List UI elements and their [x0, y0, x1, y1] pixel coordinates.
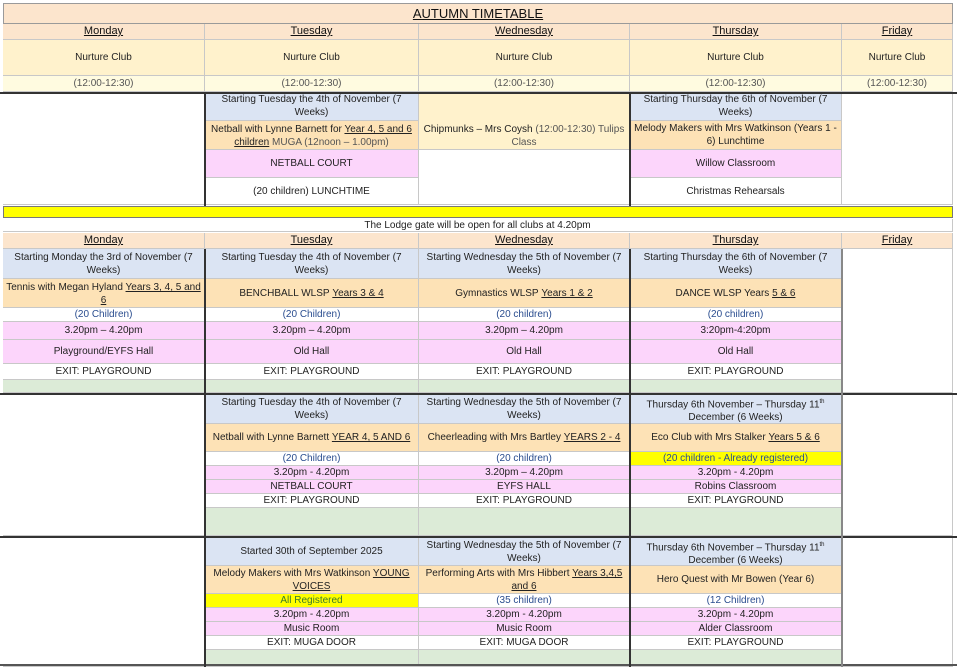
nurture-time-cell: (12:00-12:30): [3, 76, 205, 92]
start-date-text: Thursday 6th November – Thursday 11: [646, 542, 820, 554]
year-groups: Years 3, 4, 5 and 6: [100, 282, 201, 306]
activity-cell: Hero Quest with Mr Bowen (Year 6): [630, 566, 842, 594]
empty-cell: [3, 395, 205, 536]
children-count: (20 Children): [205, 452, 419, 466]
location-cell: Music Room: [419, 622, 630, 636]
activity-text: Eco Club with Mrs Stalker: [651, 432, 766, 443]
time-cell: 3.20pm – 4.20pm: [419, 322, 630, 340]
activity-detail: (12:00-12:30) Tulips Class: [511, 124, 625, 148]
children-count: (20 Children): [205, 308, 419, 322]
day-header-wednesday: Wednesday: [419, 24, 630, 40]
activity-text: Chipmunks – Mrs Coysh: [423, 124, 536, 135]
spacer-cell: [419, 380, 630, 393]
children-count: (12 Children): [630, 594, 842, 608]
start-date-cell: [630, 395, 842, 424]
start-date-cell: Starting Tuesday the 4th of November (7 Weeks): [205, 92, 419, 121]
section-divider: [0, 664, 957, 666]
column-divider: [629, 92, 631, 206]
exit-cell: EXIT: PLAYGROUND: [419, 364, 630, 380]
start-date-text: December (6 Weeks): [688, 555, 783, 566]
exit-cell: EXIT: PLAYGROUND: [630, 636, 842, 650]
time-cell: 3.20pm – 4.20pm: [205, 322, 419, 340]
section-divider: [0, 536, 957, 538]
separator-band: [3, 206, 953, 218]
year-groups: 5 & 6: [772, 287, 796, 299]
year-groups: Years 3 & 4: [332, 287, 384, 299]
start-date-text: December (6 Weeks): [688, 412, 783, 424]
day-header-thursday: Thursday: [630, 233, 842, 249]
day-header-friday: Friday: [842, 24, 953, 40]
activity-text: BENCHBALL WLSP: [239, 287, 330, 299]
start-date-cell: Starting Wednesday the 5th of November (7 Weeks): [419, 538, 630, 566]
activity-cell: [630, 424, 842, 452]
spacer-cell: [205, 380, 419, 393]
spacer-cell: [630, 380, 842, 393]
location-cell: NETBALL COURT: [205, 480, 419, 494]
children-count: (35 children): [419, 594, 630, 608]
location-cell: NETBALL COURT: [205, 150, 419, 178]
activity-text: DANCE WLSP Years: [675, 287, 770, 299]
activity-cell: [630, 279, 842, 308]
day-header-tuesday: Tuesday: [205, 233, 419, 249]
exit-cell: EXIT: PLAYGROUND: [630, 494, 842, 508]
day-header-monday: Monday: [3, 233, 205, 249]
activity-text: Gymnastics WLSP: [455, 287, 539, 299]
nurture-club-cell: Nurture Club: [419, 40, 630, 76]
activity-text: Cheerleading with Mrs Bartley: [427, 432, 561, 443]
nurture-club-cell: Nurture Club: [205, 40, 419, 76]
exit-cell: EXIT: MUGA DOOR: [205, 636, 419, 650]
start-date-cell: Starting Thursday the 6th of November (7 Weeks): [630, 92, 842, 121]
location-cell: Willow Classroom: [630, 150, 842, 178]
activity-cell: [205, 279, 419, 308]
exit-cell: EXIT: PLAYGROUND: [630, 364, 842, 380]
year-groups: Years 3,4,5 and 6: [511, 568, 623, 592]
time-cell: 3.20pm - 4.20pm: [205, 608, 419, 622]
column-divider: [204, 249, 206, 667]
time-cell: 3.20pm – 4.20pm: [419, 466, 630, 480]
spacer-cell: [419, 508, 630, 536]
activity-cell: [419, 566, 630, 594]
year-groups: YOUNG VOICES: [292, 568, 410, 592]
activity-cell: [205, 566, 419, 594]
activity-text: Tennis with Megan Hyland: [6, 282, 126, 293]
nurture-time-cell: (12:00-12:30): [630, 76, 842, 92]
spacer-cell: [205, 508, 419, 536]
empty-cell: [842, 538, 953, 667]
activity-cell: Melody Makers with Mrs Watkinson (Years 1 - 6) Lunchtime: [630, 121, 842, 150]
exit-cell: EXIT: MUGA DOOR: [419, 636, 630, 650]
exit-cell: EXIT: PLAYGROUND: [205, 364, 419, 380]
year-groups: Years 5 & 6: [768, 432, 820, 443]
activity-text: Melody Makers with Mrs Watkinson: [213, 568, 373, 579]
activity-text: Netball with Lynne Barnett for: [211, 124, 345, 135]
start-date-cell: Starting Tuesday the 4th of November (7 Weeks): [205, 395, 419, 424]
children-count: (20 children): [630, 308, 842, 322]
activity-cell: [419, 279, 630, 308]
activity-cell: [3, 279, 205, 308]
section-divider: [0, 393, 957, 395]
time-cell: 3.20pm - 4.20pm: [419, 608, 630, 622]
start-date-cell: Starting Thursday the 6th of November (7 Weeks): [630, 249, 842, 279]
start-date-cell: Starting Wednesday the 5th of November (7 Weeks): [419, 395, 630, 424]
children-count: (20 Children): [3, 308, 205, 322]
column-divider: [629, 249, 631, 667]
location-cell: Old Hall: [419, 340, 630, 364]
info-cell: Christmas Rehearsals: [630, 178, 842, 205]
time-cell: 3:20pm-4:20pm: [630, 322, 842, 340]
location-cell: Playground/EYFS Hall: [3, 340, 205, 364]
exit-cell: EXIT: PLAYGROUND: [3, 364, 205, 380]
children-count: (20 children): [419, 308, 630, 322]
time-cell: 3.20pm - 4.20pm: [205, 466, 419, 480]
children-count-highlighted: (20 children - Already registered): [630, 452, 842, 466]
registration-status-highlighted: All Registered: [205, 594, 419, 608]
exit-cell: EXIT: PLAYGROUND: [419, 494, 630, 508]
title-cell: [3, 3, 953, 24]
empty-cell: [842, 249, 953, 393]
day-header-monday: Monday: [3, 24, 205, 40]
section-divider: [0, 92, 957, 94]
year-groups: Year 4, 5 and 6 children: [234, 124, 412, 148]
location-cell: Alder Classroom: [630, 622, 842, 636]
page-title: AUTUMN TIMETABLE: [412, 6, 544, 21]
ordinal-suffix: th: [819, 542, 825, 548]
nurture-club-cell: Nurture Club: [630, 40, 842, 76]
spacer-cell: [630, 508, 842, 536]
activity-cell: [205, 424, 419, 452]
location-cell: Old Hall: [205, 340, 419, 364]
location-cell: Old Hall: [630, 340, 842, 364]
ordinal-suffix: th: [819, 399, 825, 405]
activity-text: Netball with Lynne Barnett: [212, 432, 330, 443]
location-cell: Robins Classroom: [630, 480, 842, 494]
empty-cell: [842, 92, 953, 205]
exit-cell: EXIT: PLAYGROUND: [205, 494, 419, 508]
start-date-text: Thursday 6th November – Thursday 11: [646, 399, 820, 411]
nurture-time-cell: (12:00-12:30): [419, 76, 630, 92]
activity-cell: [419, 424, 630, 452]
empty-cell: [842, 395, 953, 536]
nurture-time-cell: (12:00-12:30): [842, 76, 953, 92]
year-groups: YEAR 4, 5 AND 6: [331, 432, 411, 443]
year-groups: YEARS 2 - 4: [563, 432, 621, 443]
day-header-thursday: Thursday: [630, 24, 842, 40]
empty-cell: [3, 538, 205, 667]
start-date-cell: Started 30th of September 2025: [205, 538, 419, 566]
lodge-gate-note: The Lodge gate will be open for all clubs at 4.20pm: [3, 219, 953, 232]
day-header-wednesday: Wednesday: [419, 233, 630, 249]
children-count: (20 children): [419, 452, 630, 466]
day-header-tuesday: Tuesday: [205, 24, 419, 40]
nurture-club-cell: Nurture Club: [842, 40, 953, 76]
column-divider: [204, 92, 206, 206]
location-cell: Music Room: [205, 622, 419, 636]
activity-cell: [419, 92, 630, 150]
spacer-cell: [3, 380, 205, 393]
info-cell: (20 children) LUNCHTIME: [205, 178, 419, 205]
location-cell: EYFS HALL: [419, 480, 630, 494]
activity-detail: MUGA (12noon – 1.00pm): [269, 137, 389, 148]
start-date-cell: Starting Tuesday the 4th of November (7 Weeks): [205, 249, 419, 279]
day-header-friday: Friday: [842, 233, 953, 249]
activity-text: Performing Arts with Mrs Hibbert: [425, 568, 573, 579]
time-cell: 3.20pm - 4.20pm: [630, 466, 842, 480]
start-date-cell: Starting Wednesday the 5th of November (7 Weeks): [419, 249, 630, 279]
start-date-cell: Starting Monday the 3rd of November (7 Weeks): [3, 249, 205, 279]
empty-cell: [419, 150, 630, 205]
time-cell: 3.20pm - 4.20pm: [630, 608, 842, 622]
empty-cell: [3, 92, 205, 205]
nurture-club-cell: Nurture Club: [3, 40, 205, 76]
column-divider: [841, 249, 843, 667]
start-date-cell: [630, 538, 842, 566]
time-cell: 3.20pm – 4.20pm: [3, 322, 205, 340]
nurture-time-cell: (12:00-12:30): [205, 76, 419, 92]
year-groups: Years 1 & 2: [541, 287, 593, 299]
activity-cell: [205, 121, 419, 150]
